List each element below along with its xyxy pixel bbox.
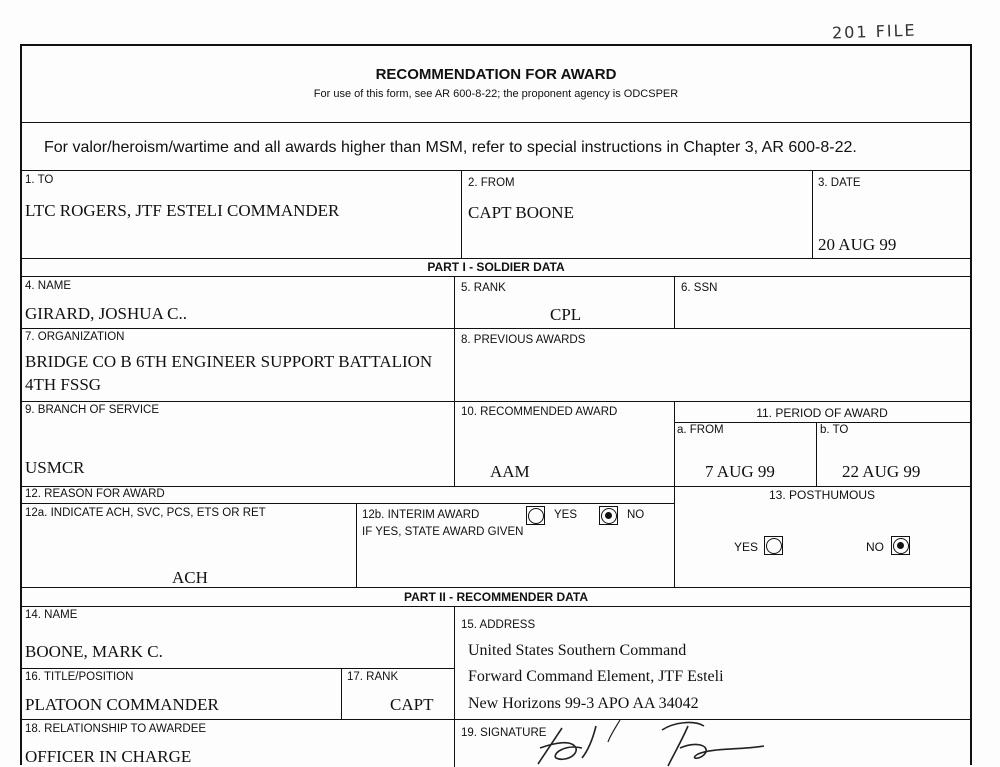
divider [22,170,970,171]
interim-label: 12b. INTERIM AWARD [362,509,480,521]
divider [812,170,813,258]
branch-value: USMCR [25,458,85,477]
name-value: GIRARD, JOSHUA C.. [25,304,187,323]
organization-line2: 4TH FSSG [25,375,102,394]
divider [674,422,970,423]
divider [22,606,970,607]
interim-note: IF YES, STATE AWARD GIVEN [362,526,524,538]
posthumous-yes-label: YES [734,540,759,554]
address-line3: New Horizons 99-3 APO AA 34042 [468,695,699,712]
posthumous-no-checkbox[interactable] [891,536,910,555]
period-label: 11. PERIOD OF AWARD [756,406,888,420]
reason-a-label: 12a. INDICATE ACH, SVC, PCS, ETS OR RET [25,507,266,519]
interim-yes-checkbox[interactable] [526,506,545,525]
divider [22,401,970,402]
part-two-header: PART II - RECOMMENDER DATA [404,590,588,604]
divider [356,503,357,587]
address-label: 15. ADDRESS [461,619,536,631]
divider [22,328,970,329]
to-value: LTC ROGERS, JTF ESTELI COMMANDER [25,201,340,220]
period-from-value: 7 AUG 99 [705,462,775,481]
organization-label: 7. ORGANIZATION [25,331,125,343]
period-from-label: a. FROM [677,424,724,436]
title-position-label: 16. TITLE/POSITION [25,671,134,683]
to-label: 1. TO [25,174,54,186]
divider [22,719,970,720]
date-label: 3. DATE [818,177,861,189]
ssn-label: 6. SSN [681,282,718,294]
divider [22,258,970,259]
posthumous-no-label: NO [866,540,884,554]
posthumous-yes-checkbox[interactable] [764,536,783,555]
interim-yes-radio[interactable] [528,508,544,524]
interim-no-label: NO [627,509,645,521]
part-one-header: PART I - SOLDIER DATA [427,260,565,274]
recommended-award-label: 10. RECOMMENDED AWARD [461,406,618,418]
previous-awards-label: 8. PREVIOUS AWARDS [461,334,586,346]
interim-no-radio[interactable] [601,508,617,524]
handwritten-file-note: 201 FILE [831,20,917,43]
recommender-rank-value: CAPT [390,695,434,714]
interim-yes-label: YES [554,509,578,521]
organization-line1: BRIDGE CO B 6TH ENGINEER SUPPORT BATTALION [25,352,433,371]
recommended-award-value: AAM [490,462,530,481]
posthumous-yes-radio[interactable] [766,538,782,554]
title-position-value: PLATOON COMMANDER [25,695,219,714]
address-line1: United States Southern Command [468,642,687,659]
divider [461,170,462,258]
date-value: 20 AUG 99 [818,235,897,254]
from-label: 2. FROM [468,177,515,189]
rank-value: CPL [550,305,582,324]
special-instructions: For valor/heroism/wartime and all awards higher than MSM, refer to special instructions in Chapter 3, AR 600-8-22. [44,139,857,156]
address-line2: Forward Command Element, JTF Esteli [468,668,724,685]
form-subtitle: For use of this form, see AR 600-8-22; the proponent agency is ODCSPER [313,88,679,100]
divider [22,122,970,123]
divider [816,422,817,486]
posthumous-no-radio[interactable] [893,538,909,554]
branch-label: 9. BRANCH OF SERVICE [25,404,159,416]
divider [454,606,455,767]
rank-label: 5. RANK [461,282,506,294]
recommender-name-label: 14. NAME [25,609,78,621]
divider [341,668,342,719]
handwritten-signature [502,718,802,767]
divider [22,486,970,487]
relationship-label: 18. RELATIONSHIP TO AWARDEE [25,723,207,735]
from-value: CAPT BOONE [468,203,574,222]
reason-label: 12. REASON FOR AWARD [25,488,165,500]
divider [22,587,970,588]
interim-no-checkbox[interactable] [599,506,618,525]
recommender-rank-label: 17. RANK [347,671,399,683]
posthumous-label: 13. POSTHUMOUS [768,488,876,502]
divider [22,276,970,277]
award-form [20,44,972,765]
divider [454,276,455,486]
signature-label: 19. SIGNATURE [461,727,547,739]
name-label: 4. NAME [25,280,72,292]
recommender-name-value: BOONE, MARK C. [25,642,163,661]
period-to-value: 22 AUG 99 [842,462,921,481]
divider [674,276,675,328]
form-title: RECOMMENDATION FOR AWARD [375,66,617,83]
divider [22,503,674,504]
divider [22,668,454,669]
relationship-value: OFFICER IN CHARGE [25,747,192,766]
period-to-label: b. TO [820,424,849,436]
reason-a-value: ACH [172,568,208,587]
